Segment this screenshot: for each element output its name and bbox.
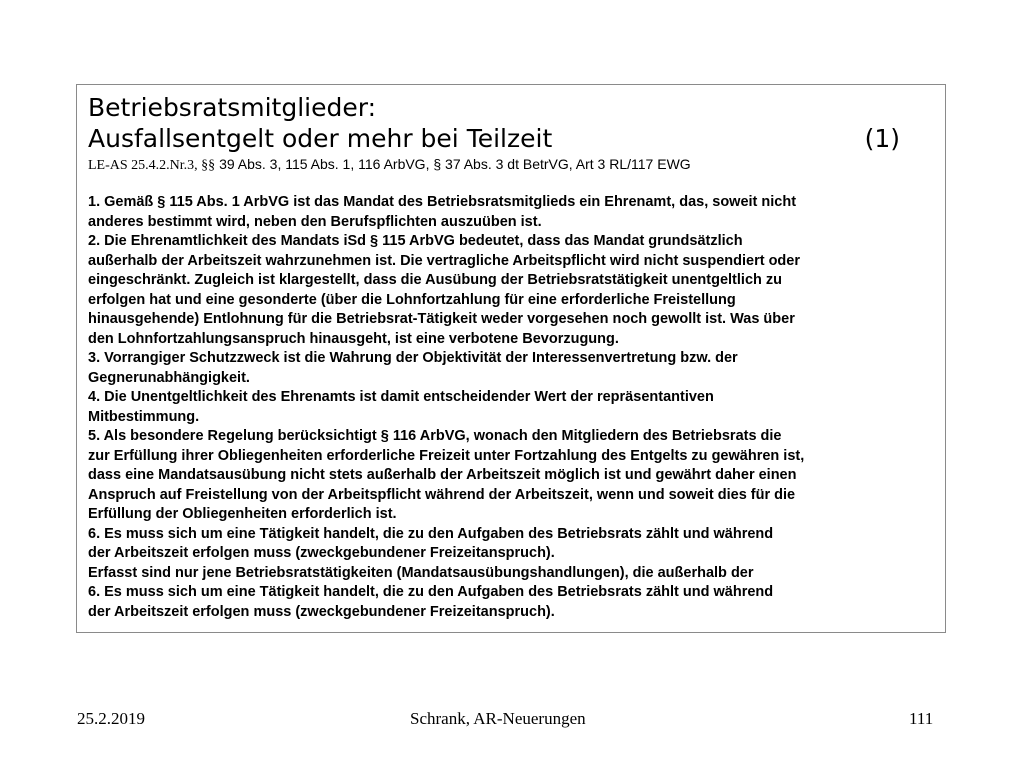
- body-line: außerhalb der Arbeitszeit wahrzunehmen ist. Die vertragliche Arbeitspflicht wird nicht suspendiert oder: [88, 252, 800, 269]
- slide-title-number: (1): [864, 124, 900, 153]
- footer-page-number: 111: [909, 709, 934, 728]
- body-line: 5. Als besondere Regelung berücksichtigt § 116 ArbVG, wonach den Mitgliedern des Betriebsrats die: [88, 428, 782, 444]
- body-line: zur Erfüllung ihrer Obliegenheiten erforderliche Freizeit unter Fortzahlung des Entgelts zu gewähren ist,: [88, 447, 805, 464]
- footer-date: 25.2.2019: [77, 709, 145, 728]
- body-line: den Lohnfortzahlungsanspruch hinausgeht, ist eine verbotene Bevorzugung.: [88, 330, 619, 347]
- body-line: Gegnerunabhängigkeit.: [88, 369, 250, 386]
- footer-author-title: Schrank, AR-Neuerungen: [410, 709, 586, 728]
- legal-reference-sans: 39 Abs. 3, 115 Abs. 1, 116 ArbVG, § 37 Abs. 3 dt BetrVG, Art 3 RL/117 EWG: [219, 156, 691, 172]
- body-line: Erfüllung der Obliegenheiten erforderlich ist.: [88, 506, 397, 522]
- body-line: 2. Die Ehrenamtlichkeit des Mandats iSd § 115 ArbVG bedeutet, dass das Mandat grundsätzlich: [88, 233, 743, 249]
- body-line: 4. Die Unentgeltlichkeit des Ehrenamts ist damit entscheidender Wert der repräsentantiven: [88, 389, 714, 405]
- slide-title-line-1: Betriebsratsmitglieder:: [88, 93, 377, 122]
- body-line: hinausgehende) Entlohnung für die Betriebsrat-Tätigkeit weder vorgesehen noch gewollt ist. Was über: [88, 311, 795, 327]
- slide-title-line-2: Ausfallsentgelt oder mehr bei Teilzeit: [88, 124, 553, 153]
- body-line: dass eine Mandatsausübung nicht stets außerhalb der Arbeitszeit möglich ist und gewährt daher einen: [88, 467, 797, 483]
- body-line: 3. Vorrangiger Schutzzweck ist die Wahrung der Objektivität der Interessenvertretung bzw. der: [88, 350, 738, 366]
- body-line: anderes bestimmt wird, neben den Berufspflichten auszuüben ist.: [88, 213, 542, 230]
- legal-reference: [88, 155, 935, 175]
- body-line: Anspruch auf Freistellung von der Arbeitspflicht während der Arbeitszeit, wenn und soweit dies für die: [88, 486, 796, 503]
- body-line: 1. Gemäß § 115 Abs. 1 ArbVG ist das Mandat des Betriebsratsmitglieds ein Ehrenamt, das, soweit nicht: [88, 194, 797, 210]
- body-line: der Arbeitszeit erfolgen muss (zweckgebundener Freizeitanspruch).: [88, 545, 555, 561]
- legal-reference-serif: LE-AS 25.4.2.Nr.3, §§: [88, 158, 216, 173]
- slide-title-row: [88, 123, 935, 154]
- body-text: [88, 193, 935, 622]
- body-line: 6. Es muss sich um eine Tätigkeit handelt, die zu den Aufgaben des Betriebsrats zählt und während: [88, 525, 774, 542]
- body-line: Erfasst sind nur jene Betriebsratstätigkeiten (Mandatsausübungshandlungen), die außerhalb der: [88, 564, 754, 581]
- slide-content-box: [76, 84, 946, 633]
- body-line: 6. Es muss sich um eine Tätigkeit handelt, die zu den Aufgaben des Betriebsrats zählt und während: [88, 584, 774, 600]
- body-line: eingeschränkt. Zugleich ist klargestellt, dass die Ausübung der Betriebsratstätigkeit unentgeltlich zu: [88, 272, 783, 288]
- body-line: erfolgen hat und eine gesonderte (über die Lohnfortzahlung für eine erforderliche Freistellung: [88, 291, 736, 308]
- body-line: Mitbestimmung.: [88, 408, 200, 425]
- body-line: der Arbeitszeit erfolgen muss (zweckgebundener Freizeitanspruch).: [88, 603, 555, 620]
